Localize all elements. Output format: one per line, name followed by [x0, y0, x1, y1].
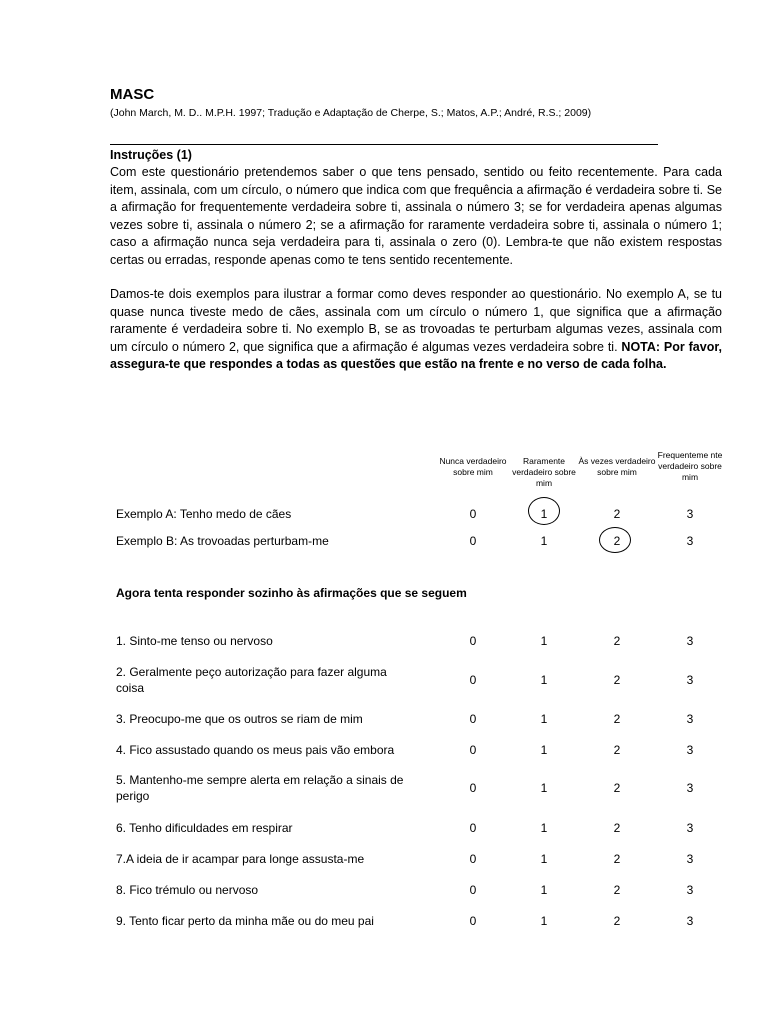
item-label: 2. Geralmente peço autorização para fazer alguma coisa: [116, 665, 387, 695]
option-3[interactable]: 3: [686, 634, 694, 648]
answer-circle: [528, 497, 560, 525]
option-2-circled[interactable]: 2: [613, 534, 621, 548]
example-a-label: Exemplo A: Tenho medo de cães: [116, 507, 292, 521]
header-never: Nunca verdadeiro sobre mim: [439, 456, 507, 477]
option-3[interactable]: 3: [686, 852, 694, 866]
instructions-note: NOTA: Por favor, assegura-te que respondes a todas as questões que estão na frente e no verso de cada folha.: [110, 339, 722, 371]
option-3[interactable]: 3: [686, 743, 694, 757]
option-1[interactable]: 1: [540, 821, 548, 835]
option-3[interactable]: 3: [686, 712, 694, 726]
option-0[interactable]: 0: [469, 534, 477, 548]
option-2[interactable]: 2: [613, 634, 621, 648]
option-2[interactable]: 2: [613, 781, 621, 795]
option-3[interactable]: 3: [686, 507, 694, 521]
option-0[interactable]: 0: [469, 507, 477, 521]
option-1[interactable]: 1: [540, 634, 548, 648]
option-3[interactable]: 3: [686, 781, 694, 795]
section-title: Agora tenta responder sozinho às afirmações que se seguem: [116, 586, 467, 600]
option-0[interactable]: 0: [469, 712, 477, 726]
option-3[interactable]: 3: [686, 673, 694, 687]
example-b-label: Exemplo B: As trovoadas perturbam-me: [116, 534, 329, 548]
option-2[interactable]: 2: [613, 914, 621, 928]
option-0[interactable]: 0: [469, 883, 477, 897]
instructions-title: Instruções (1): [110, 148, 192, 162]
option-1-circled[interactable]: 1: [540, 507, 548, 521]
option-2[interactable]: 2: [613, 852, 621, 866]
item-label: 7.A ideia de ir acampar para longe assusta-me: [116, 852, 365, 866]
option-2[interactable]: 2: [613, 712, 621, 726]
instructions-paragraph-2: [110, 286, 722, 374]
item-label: 8. Fico trémulo ou nervoso: [116, 883, 259, 897]
option-3[interactable]: 3: [686, 821, 694, 835]
header-sometimes: Às vezes verdadeiro sobre mim: [578, 456, 656, 477]
citation: (John March, M. D.. M.P.H. 1997; Tradução e Adaptação de Cherpe, S.; Matos, A.P.; André, R.S.; 2009): [110, 107, 592, 119]
option-0[interactable]: 0: [469, 821, 477, 835]
item-label: 3. Preocupo-me que os outros se riam de mim: [116, 712, 363, 726]
option-1[interactable]: 1: [540, 743, 548, 757]
option-0[interactable]: 0: [469, 781, 477, 795]
option-0[interactable]: 0: [469, 673, 477, 687]
separator-line: [110, 144, 658, 145]
option-2[interactable]: 2: [613, 743, 621, 757]
option-0[interactable]: 0: [469, 743, 477, 757]
instructions-paragraph-2-text: Damos-te dois exemplos para ilustrar a formar como deves responder ao questionário. No exemplo A, se tu quase nunca tiveste medo de cães, assinala com um círculo o número 1, que significa que a afirmação raramente é verdadeira sobre ti. No exemplo B, se as trovoadas te perturbam algumas vezes, assinala com um círculo o número 2, que significa que a afirmação é algumas vezes verdadeira sobre ti.: [110, 287, 722, 354]
option-1[interactable]: 1: [540, 914, 548, 928]
option-2[interactable]: 2: [613, 507, 621, 521]
option-1[interactable]: 1: [540, 673, 548, 687]
header-rarely: Raramente verdadeiro sobre mim: [512, 456, 576, 488]
document-body: [110, 86, 722, 374]
instructions-paragraph-1: Com este questionário pretendemos saber o que tens pensado, sentido ou feito recentemente. Para cada item, assinala, com um círculo, o número que indica com que frequência a afirmação é verdadeira sobre ti. Se a afirmação for frequentemente verdadeira sobre ti, assinala o número 3; se for verdadeira apenas algumas vezes sobre ti, assinala o número 2; se a afirmação for raramente verdadeira sobre ti, assinala o número 1; caso a afirmação nunca seja verdadeira para ti, assinala o zero (0). Lembra-te que não existem respostas certas ou erradas, responde apenas como te tens sentido recentemente.: [110, 165, 722, 267]
option-1[interactable]: 1: [540, 712, 548, 726]
answer-circle: [599, 527, 631, 553]
option-0[interactable]: 0: [469, 852, 477, 866]
item-label: 1. Sinto-me tenso ou nervoso: [116, 634, 273, 648]
item-label: 9. Tento ficar perto da minha mãe ou do meu pai: [116, 914, 374, 928]
option-1[interactable]: 1: [540, 781, 548, 795]
option-3[interactable]: 3: [686, 914, 694, 928]
item-label: 4. Fico assustado quando os meus pais vão embora: [116, 743, 395, 757]
option-3[interactable]: 3: [686, 883, 694, 897]
option-2[interactable]: 2: [613, 821, 621, 835]
document-title: MASC: [110, 86, 155, 103]
option-0[interactable]: 0: [469, 914, 477, 928]
option-2[interactable]: 2: [613, 883, 621, 897]
item-label: 5. Mantenho-me sempre alerta em relação a sinais de perigo: [116, 773, 404, 803]
option-0[interactable]: 0: [469, 634, 477, 648]
option-2[interactable]: 2: [613, 673, 621, 687]
option-1[interactable]: 1: [540, 852, 548, 866]
option-3[interactable]: 3: [686, 534, 694, 548]
item-label: 6. Tenho dificuldades em respirar: [116, 821, 293, 835]
option-1[interactable]: 1: [540, 534, 548, 548]
header-often: Frequenteme nte verdadeiro sobre mim: [657, 450, 723, 482]
option-1[interactable]: 1: [540, 883, 548, 897]
